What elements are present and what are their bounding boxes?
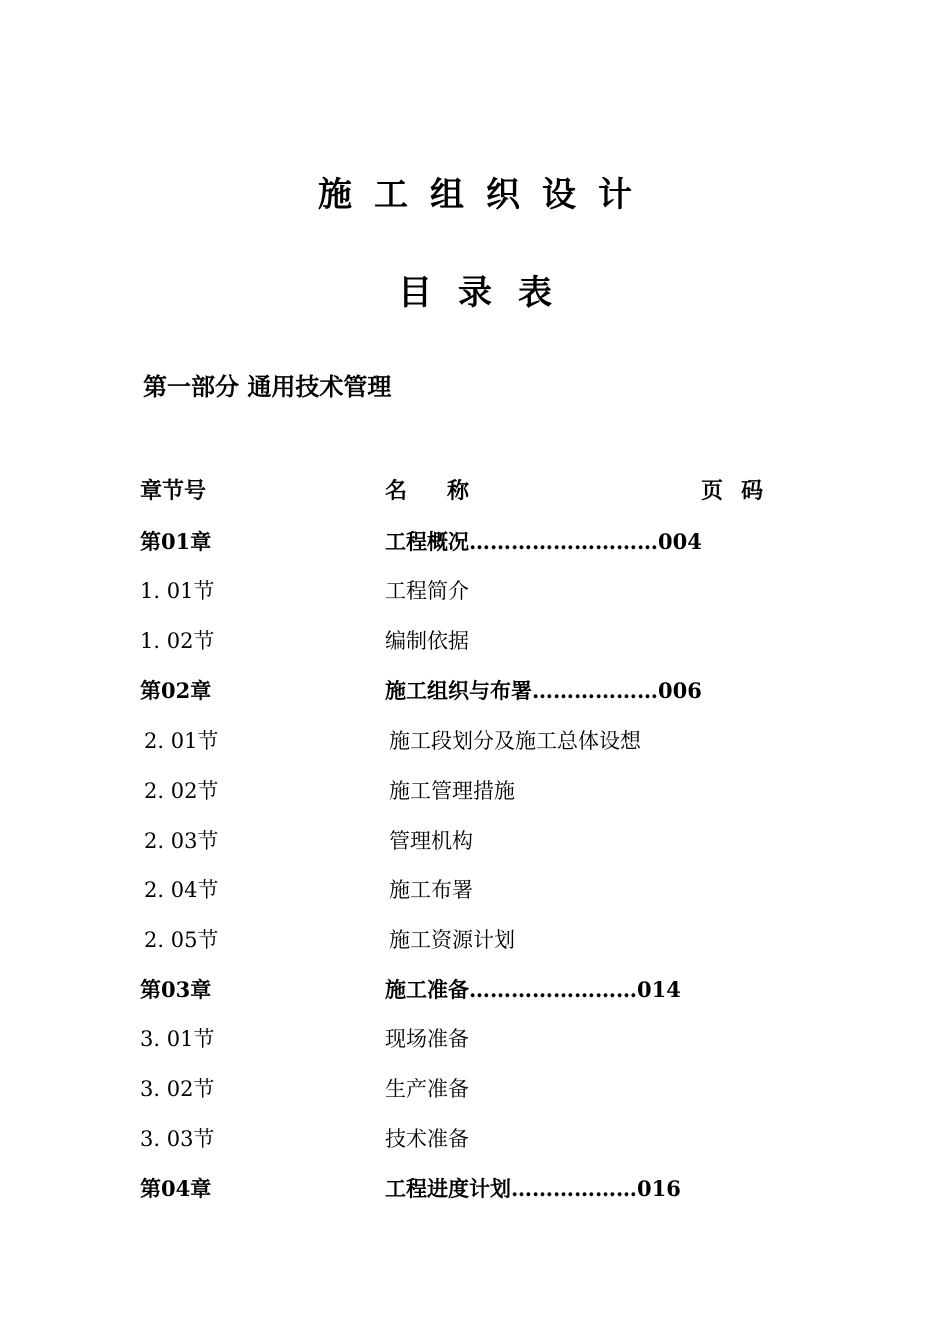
chapter-number: 第04章 xyxy=(140,1176,212,1201)
section-number: 1. 02节 xyxy=(140,629,215,653)
header-name: 名称 xyxy=(385,478,510,504)
toc-chapter-row xyxy=(0,975,950,1005)
toc-section-row xyxy=(0,826,950,856)
chapter-name: 工程概况………………………004 xyxy=(385,529,702,554)
section-number: 2. 05节 xyxy=(144,928,219,952)
section-number: 2. 03节 xyxy=(144,829,219,853)
section-number: 2. 04节 xyxy=(144,878,219,902)
chapter-name: 施工组织与布署………………006 xyxy=(385,678,702,703)
toc-section-row xyxy=(0,576,950,606)
section-name: 编制依据 xyxy=(385,629,469,653)
section-name: 管理机构 xyxy=(389,829,473,853)
section-number: 1. 01节 xyxy=(140,579,215,603)
toc-section-row xyxy=(0,1074,950,1104)
toc-chapter-row xyxy=(0,527,950,557)
section-name: 施工段划分及施工总体设想 xyxy=(389,729,641,753)
chapter-name: 施工准备……………………014 xyxy=(385,977,681,1002)
chapter-number: 第02章 xyxy=(140,678,212,703)
section-number: 3. 01节 xyxy=(140,1027,215,1051)
toc-header-row xyxy=(0,476,950,506)
section-number: 2. 01节 xyxy=(144,729,219,753)
section-name: 技术准备 xyxy=(385,1127,469,1151)
section-name: 施工管理措施 xyxy=(389,779,515,803)
section-number: 2. 02节 xyxy=(144,779,219,803)
document-subtitle: 目录表 xyxy=(398,273,578,313)
toc-section-row xyxy=(0,626,950,656)
part-heading: 第一部分 通用技术管理 xyxy=(143,372,392,401)
toc-section-row xyxy=(0,1124,950,1154)
header-page: 页码 xyxy=(701,478,782,504)
toc-section-row xyxy=(0,726,950,756)
toc-section-row xyxy=(0,925,950,955)
toc-chapter-row xyxy=(0,676,950,706)
section-name: 施工资源计划 xyxy=(389,928,515,952)
section-number: 3. 03节 xyxy=(140,1127,215,1151)
document-title: 施工组织设计 xyxy=(318,175,654,215)
toc-section-row xyxy=(0,776,950,806)
toc-section-row xyxy=(0,875,950,905)
section-name: 现场准备 xyxy=(385,1027,469,1051)
section-name: 施工布署 xyxy=(389,878,473,902)
section-name: 工程简介 xyxy=(385,579,469,603)
section-number: 3. 02节 xyxy=(140,1077,215,1101)
chapter-number: 第01章 xyxy=(140,529,212,554)
chapter-number: 第03章 xyxy=(140,977,212,1002)
toc-section-row xyxy=(0,1024,950,1054)
header-chapter-number: 章节号 xyxy=(140,478,207,504)
section-name: 生产准备 xyxy=(385,1077,469,1101)
chapter-name: 工程进度计划………………016 xyxy=(385,1176,681,1201)
toc-chapter-row xyxy=(0,1174,950,1204)
